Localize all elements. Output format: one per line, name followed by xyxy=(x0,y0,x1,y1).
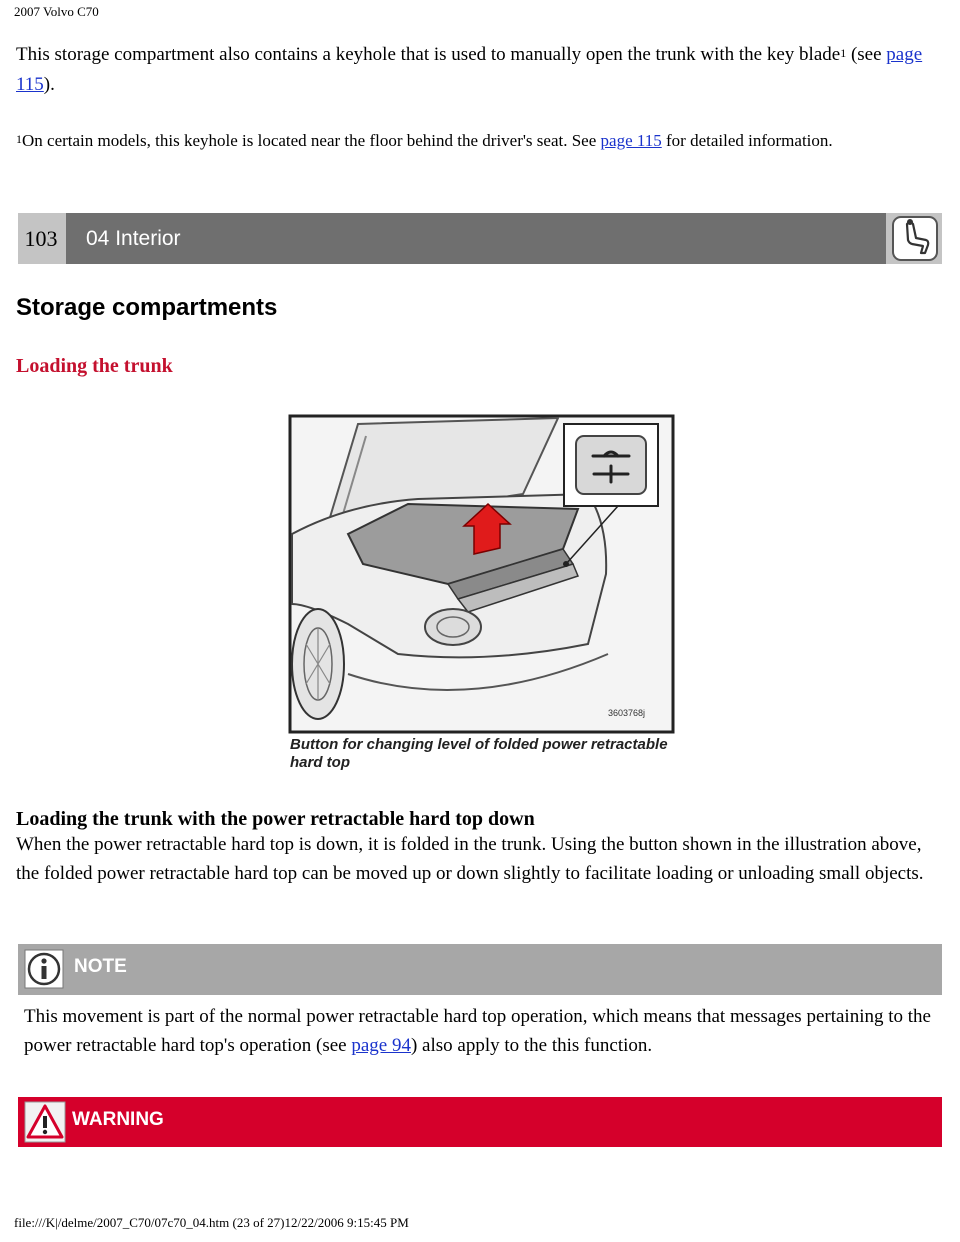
body-heading: Loading the trunk with the power retractable hard top down xyxy=(16,808,535,830)
section-header xyxy=(18,213,942,264)
figure-caption: Button for changing level of folded power retractable hard top xyxy=(290,736,668,771)
section-title: 04 Interior xyxy=(66,213,886,264)
footer-file-path: file:///K|/delme/2007_C70/07c70_04.htm (23 of 27)12/22/2006 9:15:45 PM xyxy=(14,1215,409,1230)
document-title: 2007 Volvo C70 xyxy=(14,4,99,19)
footnote-text-end: for detailed information. xyxy=(661,131,833,150)
page-94-link[interactable]: page 94 xyxy=(351,1035,411,1056)
page-heading: Storage compartments xyxy=(16,294,278,321)
note-text xyxy=(24,1002,934,1060)
trunk-illustration xyxy=(288,414,676,780)
footnote-number: 1 xyxy=(16,132,22,146)
intro-paragraph xyxy=(16,40,936,100)
footnote-marker: 1 xyxy=(840,46,847,60)
footnote xyxy=(16,126,936,156)
page-number: 103 xyxy=(18,213,64,264)
intro-text-mid: (see xyxy=(846,44,887,65)
seat-icon xyxy=(888,213,942,264)
info-icon xyxy=(24,949,64,989)
warning-banner xyxy=(18,1097,942,1147)
note-label: NOTE xyxy=(74,956,127,977)
intro-text: This storage compartment also contains a keyhole that is used to manually open the trunk with the key blade xyxy=(16,44,841,65)
image-code: 3603768j xyxy=(608,708,646,718)
footnote-page-115-link[interactable]: page 115 xyxy=(600,131,662,150)
note-banner xyxy=(18,944,942,995)
sub-heading: Loading the trunk xyxy=(16,355,173,377)
page-115-link[interactable]: page 115 xyxy=(16,44,923,95)
footnote-text: On certain models, this keyhole is located near the floor behind the driver's seat. See xyxy=(22,131,601,150)
note-text-end: ) also apply to the this function. xyxy=(410,1035,653,1056)
warning-triangle-icon xyxy=(24,1101,66,1143)
body-paragraph: When the power retractable hard top is down, it is folded in the trunk. Using the button shown in the illustration above, the folded power retractable hard top can be moved up or down slightly to facilitate loading or unloading small objects. xyxy=(16,834,924,884)
trunk-drawing xyxy=(288,414,676,736)
warning-label: WARNING xyxy=(72,1109,164,1130)
intro-text-end: ). xyxy=(43,74,55,95)
note-text-start: This movement is part of the normal power retractable hard top operation, which means that messages pertaining to the power retractable hard top's operation (see xyxy=(24,1006,931,1056)
